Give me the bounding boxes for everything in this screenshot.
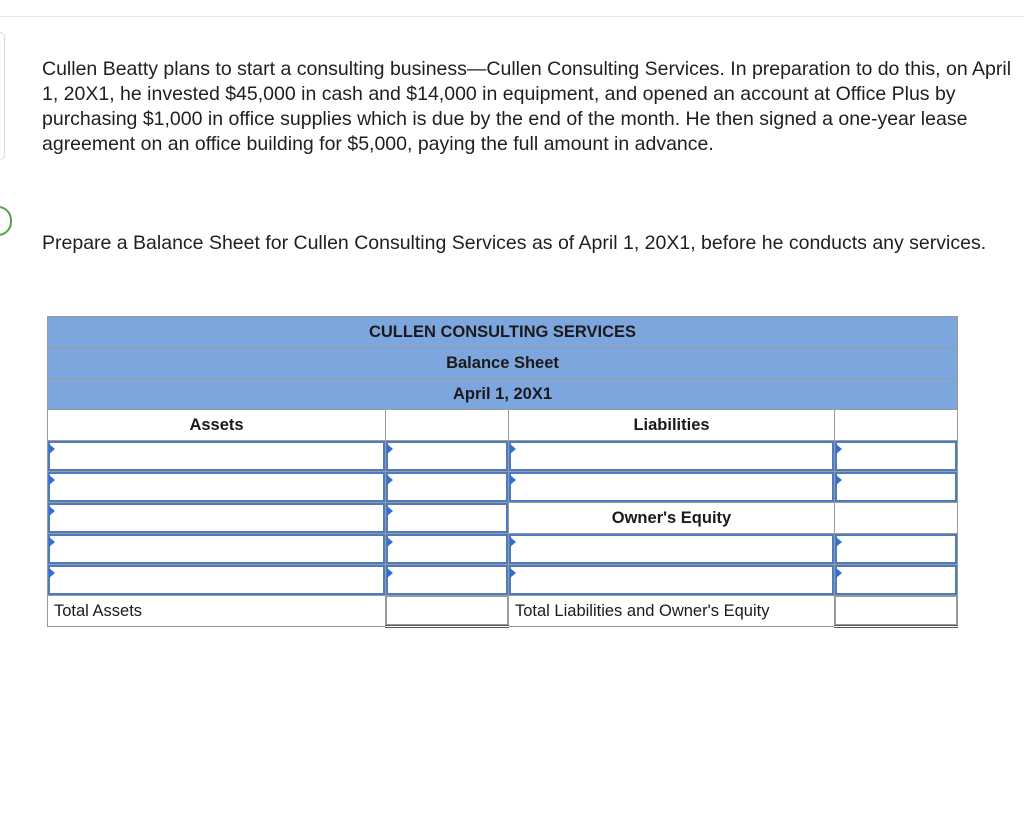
asset-amount-1-input[interactable] <box>386 441 508 471</box>
asset-account-1-select[interactable] <box>48 441 385 471</box>
asset-amount-3-input[interactable] <box>386 503 508 533</box>
owners-equity-heading: Owner's Equity <box>509 503 835 534</box>
liability-amount-1-input[interactable] <box>835 441 957 471</box>
instruction-text: Prepare a Balance Sheet for Cullen Consulting Services as of April 1, 20X1, before he conducts any services. <box>42 232 987 254</box>
asset-amount-2-input[interactable] <box>386 472 508 502</box>
equity-account-2[interactable] <box>509 565 835 596</box>
liabilities-heading: Liabilities <box>509 410 835 441</box>
total-liabilities-equity-amount[interactable] <box>835 596 958 627</box>
question-text: Cullen Beatty plans to start a consulting business—Cullen Consulting Services. In preparation to do this, on April 1, 20X1, he invested $45,000 in cash and $14,000 in equipment, and opened an account at Office Plus by purchasing $1,000 in office supplies which is due by the end of the month. He then signed a one-year lease agreement on an office building for $5,000, paying the full amount in advance. <box>42 58 1012 155</box>
question-status-marker <box>0 206 12 236</box>
liability-account-2-select[interactable] <box>509 472 834 502</box>
statement-title: Balance Sheet <box>48 348 958 379</box>
liability-account-2[interactable] <box>509 472 835 503</box>
assets-heading: Assets <box>48 410 386 441</box>
asset-account-5[interactable] <box>48 565 386 596</box>
liabilities-heading-blank <box>835 410 958 441</box>
asset-account-4-select[interactable] <box>48 534 385 564</box>
asset-amount-3[interactable] <box>386 503 509 534</box>
liability-account-1[interactable] <box>509 441 835 472</box>
total-assets-label: Total Assets <box>48 596 386 627</box>
asset-account-5-select[interactable] <box>48 565 385 595</box>
equity-amount-1[interactable] <box>835 534 958 565</box>
equity-account-1-select[interactable] <box>509 534 834 564</box>
liability-amount-2[interactable] <box>835 472 958 503</box>
assets-heading-blank <box>386 410 509 441</box>
asset-account-4[interactable] <box>48 534 386 565</box>
asset-amount-4-input[interactable] <box>386 534 508 564</box>
owners-equity-heading-blank <box>835 503 958 534</box>
statement-date: April 1, 20X1 <box>48 379 958 410</box>
asset-amount-4[interactable] <box>386 534 509 565</box>
asset-account-2-select[interactable] <box>48 472 385 502</box>
question-card-edge <box>0 32 5 160</box>
liability-account-1-select[interactable] <box>509 441 834 471</box>
asset-amount-5[interactable] <box>386 565 509 596</box>
asset-account-3-select[interactable] <box>48 503 385 533</box>
equity-amount-1-input[interactable] <box>835 534 957 564</box>
liability-amount-1[interactable] <box>835 441 958 472</box>
company-name: CULLEN CONSULTING SERVICES <box>48 317 958 348</box>
total-assets-amount[interactable] <box>386 596 509 627</box>
equity-amount-2-input[interactable] <box>835 565 957 595</box>
balance-sheet-table <box>47 316 958 628</box>
asset-amount-5-input[interactable] <box>386 565 508 595</box>
top-divider <box>0 16 1024 17</box>
asset-amount-1[interactable] <box>386 441 509 472</box>
asset-account-2[interactable] <box>48 472 386 503</box>
total-liabilities-equity-input[interactable] <box>835 596 957 625</box>
asset-amount-2[interactable] <box>386 472 509 503</box>
asset-account-3[interactable] <box>48 503 386 534</box>
equity-account-2-select[interactable] <box>509 565 834 595</box>
total-liabilities-equity-label: Total Liabilities and Owner's Equity <box>509 596 835 627</box>
equity-account-1[interactable] <box>509 534 835 565</box>
equity-amount-2[interactable] <box>835 565 958 596</box>
total-assets-input[interactable] <box>386 596 508 625</box>
liability-amount-2-input[interactable] <box>835 472 957 502</box>
asset-account-1[interactable] <box>48 441 386 472</box>
